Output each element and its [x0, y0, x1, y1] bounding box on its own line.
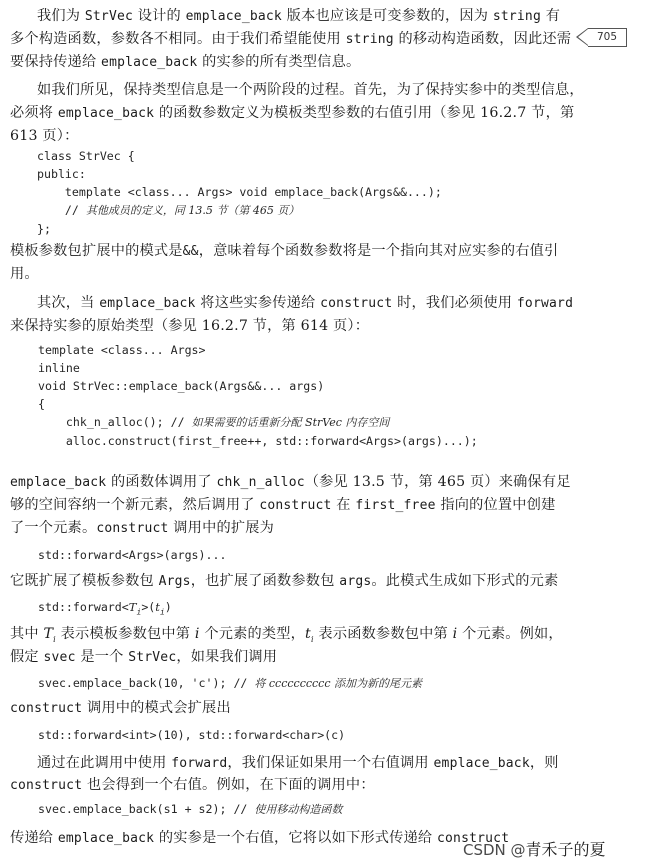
- code-line-7: svec.emplace_back(s1 + s2); // 使用移动构造函数: [38, 802, 343, 816]
- paragraph-7-line-2: 假定 svec 是一个 StrVec，如果我们调用: [10, 649, 278, 665]
- paragraph-5-line-2: 够的空间容纳一个新元素，然后调用了 construct 在 first_free 指向的位置中创建: [10, 497, 556, 513]
- paragraph-1-line-3: 要保持传递给 emplace_back 的实参的所有类型信息。: [10, 54, 361, 70]
- code-line-5: svec.emplace_back(10, 'c'); // 将 cccccccccc 添加为新的尾元素: [38, 676, 422, 690]
- csdn-watermark: CSDN @青禾子的夏: [463, 840, 606, 859]
- paragraph-9-line-1: 通过在此调用中使用 forward，我们保证如果用一个右值调用 emplace_back，则: [37, 755, 559, 771]
- code-line: class StrVec {: [37, 149, 135, 163]
- code-line: template <class... Args>: [38, 343, 206, 357]
- code-block-2: [38, 341, 478, 450]
- page-number-marker: 705: [588, 28, 627, 47]
- code-line-4: $std::forward<T_i>(t_i)$: [38, 600, 172, 617]
- code-line: chk_n_alloc(); // 如果需要的话重新分配 StrVec 内存空间: [38, 415, 390, 429]
- paragraph-9-line-2: construct 也会得到一个右值。例如，在下面的调用中：: [10, 777, 375, 793]
- code-line: };: [37, 222, 51, 236]
- paragraph-4-line-2: 来保持实参的原始类型（参见 16.2.7 节，第 614 页）：: [10, 318, 370, 334]
- code-line-6: std::forward<int>(10), std::forward<char>(c): [38, 728, 346, 742]
- paragraph-8-line-1: construct 调用中的模式会扩展出: [10, 700, 231, 716]
- code-line: alloc.construct(first_free++, std::forward<Args>(args)...);: [38, 434, 478, 448]
- code-line: template <class... Args> void emplace_back(Args&&...);: [37, 185, 442, 199]
- page-marker-arrow-icon: [576, 28, 588, 46]
- code-line: // 其他成员的定义，同 13.5 节（第 465 页）: [37, 203, 300, 217]
- paragraph-5-line-1: emplace_back 的函数体调用了 chk_n_alloc（参见 13.5 节，第 465 页）来确保有足: [10, 474, 571, 490]
- paragraph-3-line-1: 模板参数包扩展中的模式是&&，意味着每个函数参数将是一个指向其对应实参的右值引: [10, 243, 559, 259]
- paragraph-3-line-2: 用。: [10, 266, 39, 282]
- paragraph-10-line-1: 传递给 emplace_back 的实参是一个右值，它将以如下形式传递给 construct: [10, 830, 510, 846]
- paragraph-1-line-1: 我们为 StrVec 设计的 emplace_back 版本也应该是可变参数的，因为 string 有: [37, 8, 561, 24]
- code-line: void StrVec::emplace_back(Args&&... args): [38, 379, 325, 393]
- paragraph-5-line-3: 了一个元素。construct 调用中的扩展为: [10, 520, 275, 536]
- paragraph-2-line-1: 如我们所见，保持类型信息是一个两阶段的过程。首先，为了保持实参中的类型信息，: [37, 82, 584, 98]
- paragraph-2-line-2: 必须将 emplace_back 的函数参数定义为模板类型参数的右值引用（参见 16.2.7 节，第: [10, 105, 575, 121]
- paragraph-1-line-2: 多个构造函数，参数各不相同。由于我们希望能使用 string 的移动构造函数，因此还需: [10, 31, 572, 47]
- paragraph-6-line-1: 它既扩展了模板参数包 Args，也扩展了函数参数包 args。此模式生成如下形式的元素: [10, 573, 559, 589]
- code-line: inline: [38, 361, 80, 375]
- code-line: {: [38, 397, 45, 411]
- paragraph-7-line-1: 其中 $T_i$ 表示模板参数包中第 i 个元素的类型，$t_i$ 表示函数参数包中第 i 个元素。例如，: [10, 626, 563, 644]
- paragraph-4-line-1: 其次，当 emplace_back 将这些实参传递给 construct 时，我们必须使用 forward: [37, 295, 574, 311]
- code-line-3: std::forward<Args>(args)...: [38, 548, 227, 562]
- paragraph-2-line-3: 613 页）：: [10, 128, 79, 144]
- code-block-1: [37, 147, 442, 238]
- code-line: public:: [37, 167, 86, 181]
